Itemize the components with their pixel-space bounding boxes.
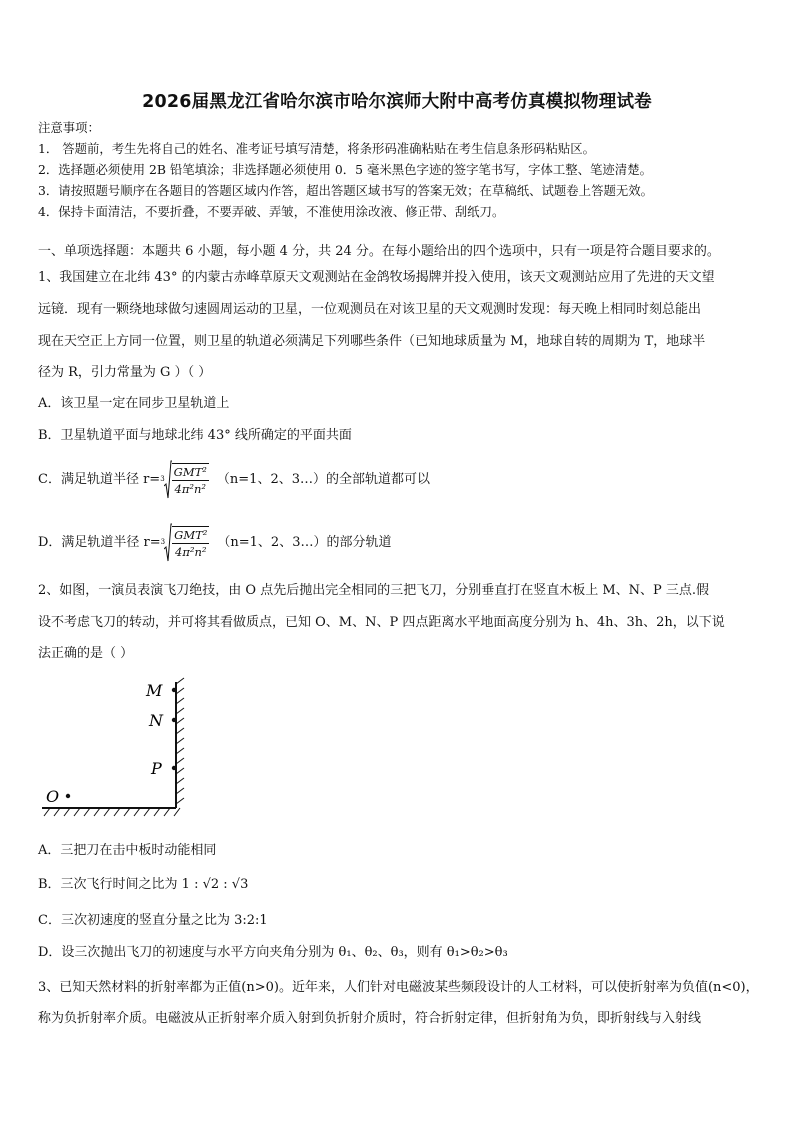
q1-option-b: B．卫星轨道平面与地球北纬 43° 线所确定的平面共面 bbox=[38, 428, 352, 443]
q2-line-1: 2、如图，一演员表演飞刀绝技，由 O 点先后抛出完全相同的三把飞刀，分别垂直打在竖直木板上 M、N、P 三点.假 bbox=[38, 583, 710, 598]
q1-option-c-formula bbox=[160, 460, 209, 500]
radical-fraction bbox=[172, 463, 209, 497]
q2-option-b: B．三次飞行时间之比为 1 : √2 : √3 bbox=[38, 877, 249, 892]
q1-option-d-prefix: D．满足轨道半径 r= bbox=[38, 535, 161, 550]
fraction-numerator: GMT² bbox=[173, 465, 207, 479]
q3-line-2: 称为负折射率介质。电磁波从正折射率介质入射到负折射介质时，符合折射定律，但折射角为负，即折射线与入射线 bbox=[38, 1011, 702, 1026]
fraction-denominator: 4π²n² bbox=[174, 482, 207, 496]
q2-option-d: D．设三次抛出飞刀的初速度与水平方向夹角分别为 θ₁、θ₂、θ₃，则有 θ₁>θ₂>θ₃ bbox=[38, 945, 508, 960]
label-p: P bbox=[151, 759, 162, 778]
root-index: 3 bbox=[160, 537, 166, 546]
label-n: N bbox=[149, 711, 163, 730]
notes-heading: 注意事项： bbox=[38, 120, 100, 135]
q1-line-1: 1、我国建立在北纬 43° 的内蒙古赤峰草原天文观测站在金鸽牧场揭牌并投入使用，该天文观测站应用了先进的天文望 bbox=[38, 270, 715, 285]
section1-header: 一、单项选择题：本题共 6 小题，每小题 4 分，共 24 分。在每小题给出的四个选项中，只有一项是符合题目要求的。 bbox=[38, 244, 720, 259]
q2-line-3: 法正确的是（ ） bbox=[38, 646, 134, 661]
exam-title: 2026届黑龙江省哈尔滨市哈尔滨师大附中高考仿真模拟物理试卷 bbox=[142, 92, 652, 112]
q1-option-d-formula bbox=[161, 523, 210, 563]
notes-item-2: 2．选择题必须使用 2B 铅笔填涂；非选择题必须使用 0．5 毫米黑色字迹的签字笔书写，字体工整、笔迹清楚。 bbox=[38, 162, 652, 177]
fraction-denominator: 4π²n² bbox=[175, 545, 207, 559]
label-m: M bbox=[146, 681, 163, 700]
board-hatching bbox=[176, 678, 184, 804]
q1-option-a: A．该卫星一定在同步卫星轨道上 bbox=[38, 396, 230, 411]
q2-option-a: A．三把刀在击中板时动能相同 bbox=[38, 843, 217, 858]
point-n bbox=[172, 718, 176, 722]
q2-option-c: C．三次初速度的竖直分量之比为 3:2:1 bbox=[38, 913, 268, 928]
q2-line-2: 设不考虑飞刀的转动，并可将其看做质点，已知 O、M、N、P 四点距离水平地面高度分别为 h、4h、3h、2h，以下说 bbox=[38, 615, 725, 630]
point-m bbox=[172, 688, 176, 692]
q3-line-1: 3、已知天然材料的折射率都为正值(n>0)。近年来，人们针对电磁波某些频段设计的人工材料，可以使折射率为负值(n<0)， bbox=[38, 980, 759, 995]
ground-hatching bbox=[44, 808, 180, 816]
point-p bbox=[172, 766, 176, 770]
radical-fraction bbox=[172, 526, 209, 560]
q1-line-4: 径为 R，引力常量为 G ）（ ） bbox=[38, 365, 212, 380]
notes-item-3: 3．请按照题号顺序在各题目的答题区域内作答，超出答题区域书写的答案无效；在草稿纸、试题卷上答题无效。 bbox=[38, 183, 654, 198]
q1-option-c-suffix: （n=1、2、3…）的全部轨道都可以 bbox=[216, 472, 430, 487]
q1-option-d-suffix: （n=1、2、3…）的部分轨道 bbox=[217, 535, 392, 550]
point-o bbox=[66, 794, 70, 798]
notes-item-4: 4．保持卡面清洁，不要折叠，不要弄破、弄皱，不准使用涂改液、修正带、刮纸刀。 bbox=[38, 204, 505, 219]
knife-throw-diagram bbox=[38, 674, 198, 834]
q1-line-2: 远镜．现有一颗绕地球做匀速圆周运动的卫星，一位观测员在对该卫星的天文观测时发现：每天晚上相同时刻总能出 bbox=[38, 302, 702, 317]
radical-sign-icon bbox=[164, 523, 172, 563]
label-o: O bbox=[46, 787, 60, 806]
notes-item-1: 1． 答题前，考生先将自己的姓名、准考证号填写清楚，将条形码准确粘贴在考生信息条形码粘贴区。 bbox=[38, 141, 596, 156]
root-index: 3 bbox=[160, 474, 165, 483]
q1-option-d bbox=[38, 521, 391, 565]
fraction-numerator: GMT² bbox=[174, 528, 208, 542]
q1-line-3: 现在天空正上方同一位置，则卫星的轨道必须满足下列哪些条件（已知地球质量为 M，地球自转的周期为 T，地球半 bbox=[38, 334, 706, 349]
q1-option-c-prefix: C．满足轨道半径 r= bbox=[38, 472, 161, 487]
q1-option-c bbox=[38, 458, 430, 502]
